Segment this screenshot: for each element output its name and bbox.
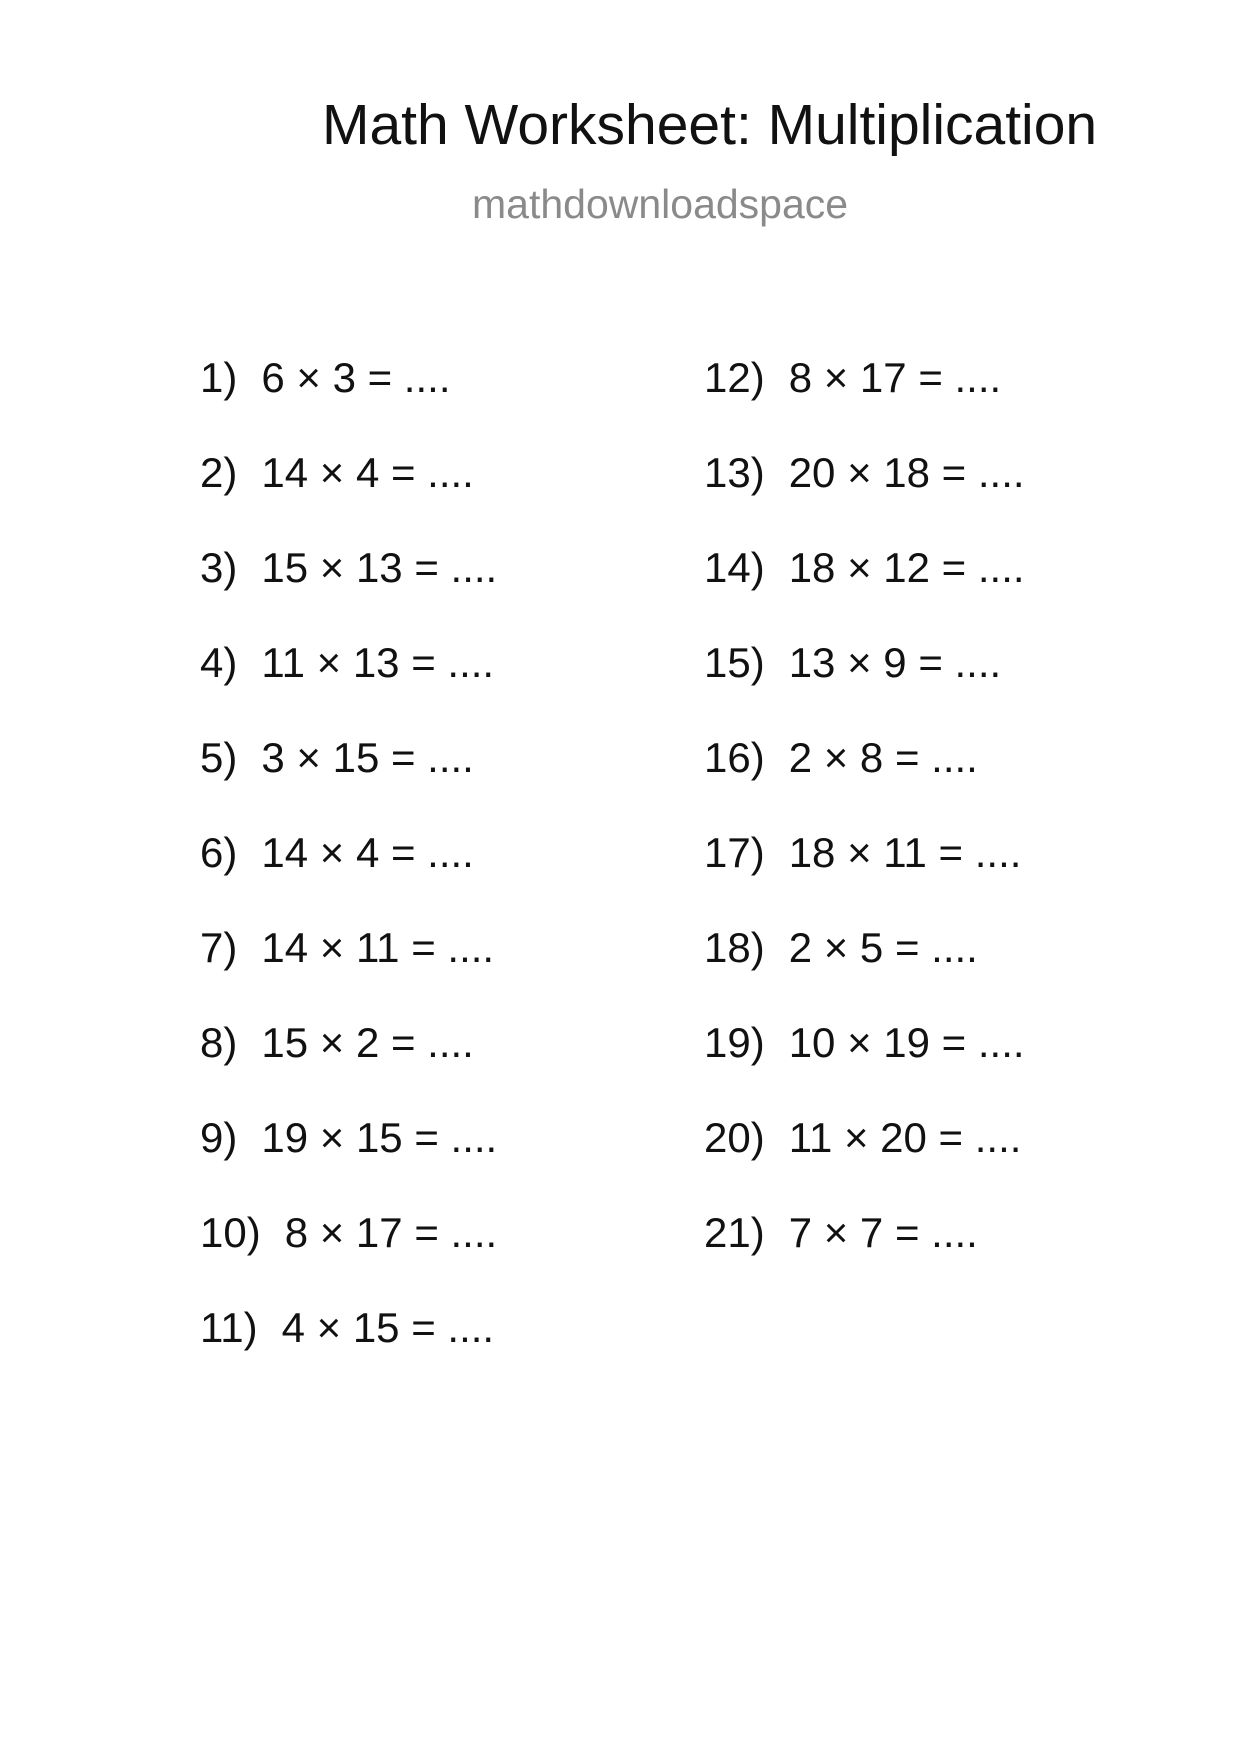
problem-list-left <box>200 353 497 1398</box>
problem-expression: 15 × 2 = .... <box>261 1019 474 1066</box>
problem-number: 5) <box>200 734 238 781</box>
problem-item <box>704 353 1025 448</box>
problem-item <box>200 1018 497 1113</box>
problem-number: 15) <box>704 639 765 686</box>
problem-expression: 2 × 5 = .... <box>788 924 978 971</box>
problem-expression: 19 × 15 = .... <box>261 1114 498 1161</box>
page-title: Math Worksheet: Multiplication <box>322 93 1098 157</box>
problem-number: 4) <box>200 639 238 686</box>
problem-number: 8) <box>200 1019 238 1066</box>
problem-item <box>200 733 497 828</box>
problem-number: 19) <box>704 1019 765 1066</box>
problem-expression: 14 × 4 = .... <box>261 449 474 496</box>
problem-expression: 11 × 20 = .... <box>788 1114 1022 1161</box>
problem-expression: 6 × 3 = .... <box>261 354 451 401</box>
problem-expression: 3 × 15 = .... <box>261 734 474 781</box>
problem-item <box>704 543 1025 638</box>
problem-number: 18) <box>704 924 765 971</box>
problem-item <box>704 828 1025 923</box>
problem-number: 1) <box>200 354 238 401</box>
problem-number: 21) <box>704 1209 765 1256</box>
problem-expression: 4 × 15 = .... <box>281 1304 495 1351</box>
problem-item <box>704 733 1025 828</box>
problem-number: 13) <box>704 449 765 496</box>
problem-number: 17) <box>704 829 765 876</box>
problem-item <box>200 923 497 1018</box>
problem-expression: 20 × 18 = .... <box>788 449 1025 496</box>
problem-number: 10) <box>200 1209 261 1256</box>
problem-expression: 18 × 11 = .... <box>788 829 1022 876</box>
problem-number: 20) <box>704 1114 765 1161</box>
problem-expression: 15 × 13 = .... <box>261 544 498 591</box>
problem-item <box>200 448 497 543</box>
problem-expression: 8 × 17 = .... <box>284 1209 498 1256</box>
problem-item <box>200 1113 497 1208</box>
problem-item <box>704 1018 1025 1113</box>
problem-item <box>200 828 497 923</box>
problem-number: 7) <box>200 924 238 971</box>
problem-item <box>704 923 1025 1018</box>
problem-item <box>704 1113 1025 1208</box>
problem-expression: 13 × 9 = .... <box>788 639 1002 686</box>
problem-item <box>200 1303 497 1398</box>
problem-item <box>200 353 497 448</box>
problem-expression: 14 × 4 = .... <box>261 829 474 876</box>
problem-list-right <box>704 353 1025 1303</box>
problem-item <box>200 1208 497 1303</box>
problem-item <box>704 1208 1025 1303</box>
problem-number: 3) <box>200 544 238 591</box>
problem-expression: 11 × 13 = .... <box>261 639 495 686</box>
problem-number: 6) <box>200 829 238 876</box>
problem-expression: 8 × 17 = .... <box>788 354 1002 401</box>
problem-item <box>200 638 497 733</box>
problem-expression: 7 × 7 = .... <box>788 1209 978 1256</box>
problem-number: 12) <box>704 354 765 401</box>
problem-number: 11) <box>200 1304 258 1351</box>
problem-item <box>704 638 1025 733</box>
source-subtitle: mathdownloadspace <box>472 181 849 227</box>
problem-expression: 14 × 11 = .... <box>261 924 495 971</box>
problem-expression: 2 × 8 = .... <box>788 734 978 781</box>
problem-number: 2) <box>200 449 238 496</box>
problem-number: 14) <box>704 544 765 591</box>
problem-expression: 10 × 19 = .... <box>788 1019 1025 1066</box>
problem-expression: 18 × 12 = .... <box>788 544 1025 591</box>
problem-item <box>200 543 497 638</box>
problem-number: 9) <box>200 1114 238 1161</box>
problem-item <box>704 448 1025 543</box>
problem-number: 16) <box>704 734 765 781</box>
